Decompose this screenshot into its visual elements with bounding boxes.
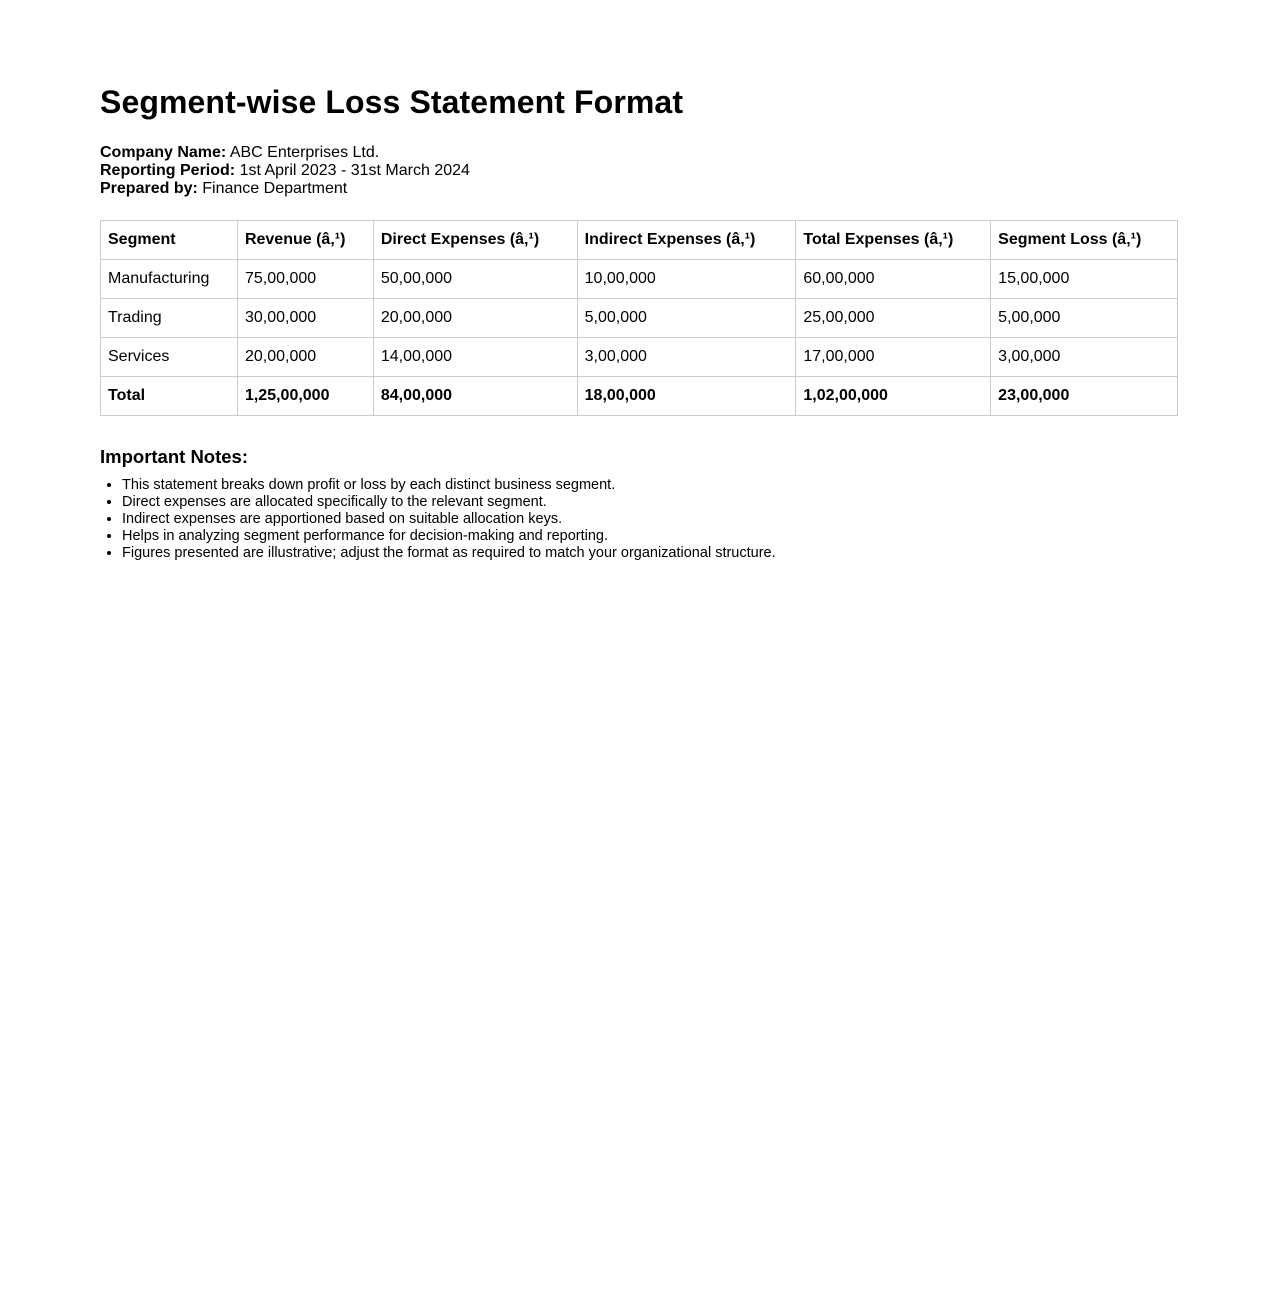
table-cell: 5,00,000 — [577, 299, 796, 338]
table-row — [101, 299, 1178, 338]
document-meta — [100, 144, 1178, 198]
notes-heading: Important Notes: — [100, 446, 248, 467]
document-page — [100, 0, 1178, 562]
prepared-by-value: Finance Department — [202, 180, 348, 197]
table-row — [101, 338, 1178, 377]
header-indirect-expenses: Indirect Expenses (â‚¹) — [577, 221, 796, 260]
reporting-period-line — [100, 162, 1178, 180]
prepared-by-label: Prepared by: — [100, 180, 198, 197]
list-item: • Figures presented are illustrative; adjust the format as required to match your organizational structure. — [122, 545, 1178, 562]
list-item: • Direct expenses are allocated specifically to the relevant segment. — [122, 494, 1178, 511]
table-cell: Trading — [101, 299, 238, 338]
list-item: • This statement breaks down profit or loss by each distinct business segment. — [122, 477, 1178, 494]
table-cell: 15,00,000 — [991, 260, 1178, 299]
company-name-label: Company Name: — [100, 144, 227, 161]
table-cell: 3,00,000 — [577, 338, 796, 377]
page-title: Segment-wise Loss Statement Format — [100, 84, 684, 120]
table-cell: Services — [101, 338, 238, 377]
header-total-expenses: Total Expenses (â‚¹) — [796, 221, 991, 260]
reporting-period-value: 1st April 2023 - 31st March 2024 — [239, 162, 470, 179]
table-cell: 17,00,000 — [796, 338, 991, 377]
list-item: • Indirect expenses are apportioned based on suitable allocation keys. — [122, 511, 1178, 528]
header-direct-expenses: Direct Expenses (â‚¹) — [373, 221, 577, 260]
table-cell: 50,00,000 — [373, 260, 577, 299]
table-cell: 5,00,000 — [991, 299, 1178, 338]
table-cell: 25,00,000 — [796, 299, 991, 338]
table-cell: 75,00,000 — [237, 260, 373, 299]
table-row — [101, 260, 1178, 299]
table-cell: 10,00,000 — [577, 260, 796, 299]
total-revenue: 1,25,00,000 — [237, 377, 373, 416]
segment-loss-table — [100, 220, 1178, 416]
table-cell: 3,00,000 — [991, 338, 1178, 377]
table-cell: 30,00,000 — [237, 299, 373, 338]
table-cell: 14,00,000 — [373, 338, 577, 377]
notes-list — [100, 477, 1178, 562]
table-header-row — [101, 221, 1178, 260]
table-cell: 20,00,000 — [237, 338, 373, 377]
total-label: Total — [101, 377, 238, 416]
total-total-expenses: 1,02,00,000 — [796, 377, 991, 416]
total-direct-expenses: 84,00,000 — [373, 377, 577, 416]
total-indirect-expenses: 18,00,000 — [577, 377, 796, 416]
table-cell: 60,00,000 — [796, 260, 991, 299]
company-name-line — [100, 144, 1178, 162]
header-segment-loss: Segment Loss (â‚¹) — [991, 221, 1178, 260]
reporting-period-label: Reporting Period: — [100, 162, 236, 179]
list-item: • Helps in analyzing segment performance for decision-making and reporting. — [122, 528, 1178, 545]
header-revenue: Revenue (â‚¹) — [237, 221, 373, 260]
header-segment: Segment — [101, 221, 238, 260]
table-cell: 20,00,000 — [373, 299, 577, 338]
total-segment-loss: 23,00,000 — [991, 377, 1178, 416]
company-name-value: ABC Enterprises Ltd. — [229, 144, 380, 161]
prepared-by-line — [100, 180, 1178, 198]
table-cell: Manufacturing — [101, 260, 238, 299]
total-row — [101, 377, 1178, 416]
